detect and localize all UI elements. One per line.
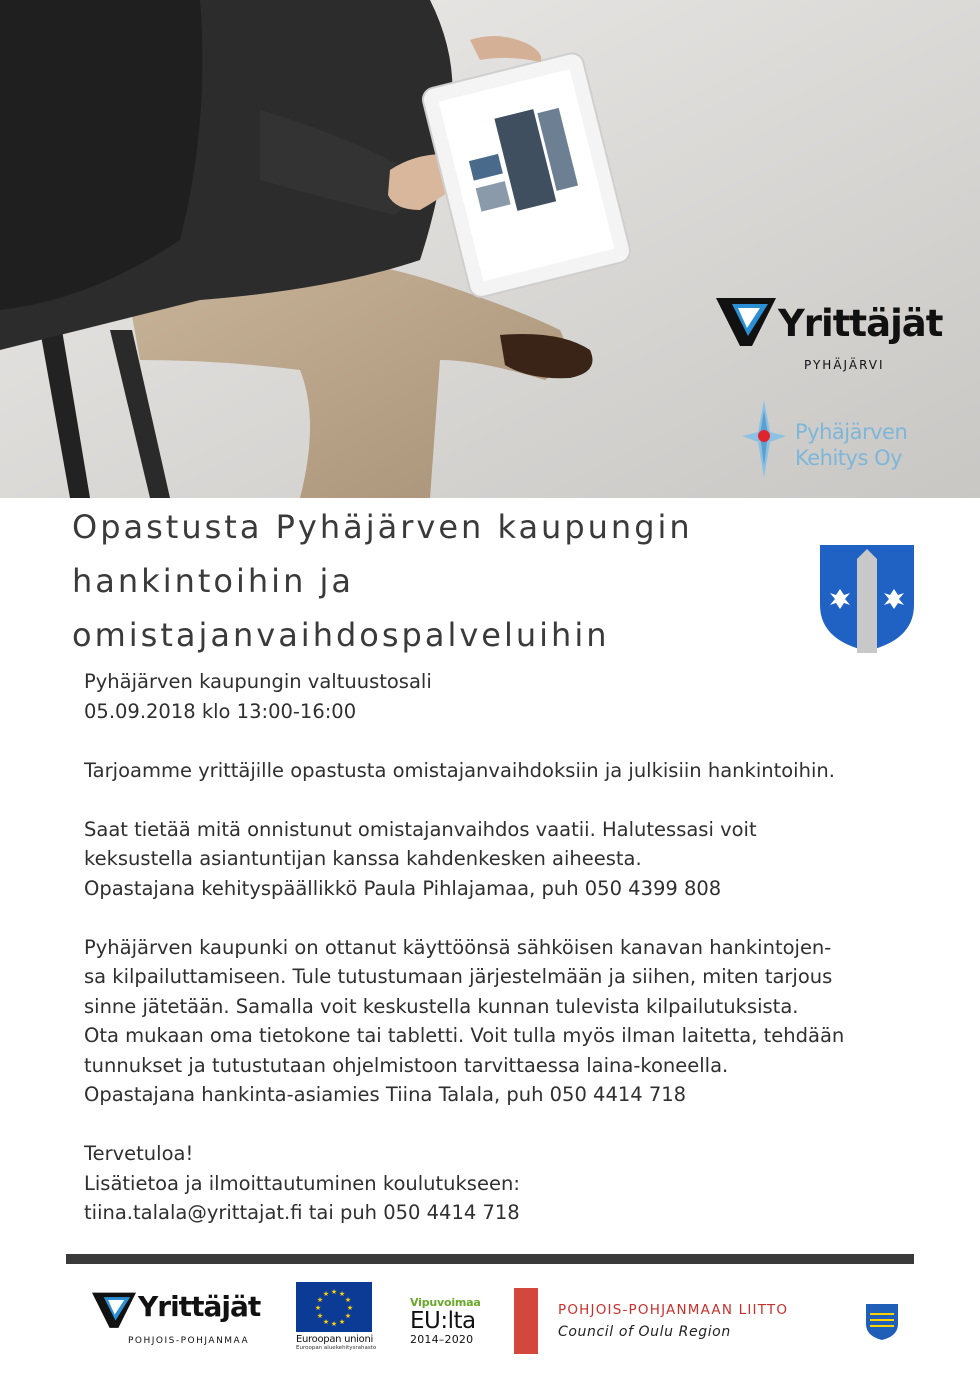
- contact-text: tiina.talala@yrittajat.fi tai puh 050 4414 718: [84, 1201, 520, 1224]
- kehitys-line1: Pyhäjärven: [795, 420, 908, 444]
- svg-text:★: ★: [322, 1290, 330, 1298]
- procurement-text-line: Pyhäjärven kaupunki on ottanut käyttöönsä sähköisen kanavan hankintojen-: [84, 935, 832, 959]
- kehitys-star-icon: [740, 400, 788, 480]
- event-datetime: 05.09.2018 klo 13:00-16:00: [84, 699, 357, 723]
- ownership-contact: Opastajana kehityspäällikkö Paula Pihlajamaa, puh 050 4399 808: [84, 876, 722, 900]
- eu-logo: [296, 1282, 377, 1352]
- title-line-2: hankintoihin ja: [72, 562, 355, 600]
- event-venue: Pyhäjärven kaupungin valtuustosali: [84, 670, 432, 693]
- pohjois-pohjanmaan-liitto-logo: [514, 1288, 844, 1354]
- event-description: [84, 667, 924, 1228]
- svg-text:★: ★: [344, 1312, 352, 1320]
- svg-text:★: ★: [344, 1296, 352, 1304]
- info-text: Lisätietoa ja ilmoittautuminen koulutukseen:: [84, 1171, 520, 1195]
- vipuvoimaa-line3: 2014–2020: [410, 1333, 474, 1346]
- kehitys-line2: Kehitys Oy: [795, 446, 903, 470]
- vipuvoimaa-logo: [410, 1296, 490, 1352]
- yrittajat-pohjois-pohjanmaa-logo: [92, 1290, 272, 1352]
- svg-text:★: ★: [346, 1304, 354, 1312]
- svg-text:★: ★: [330, 1288, 338, 1296]
- svg-text:★: ★: [322, 1318, 330, 1326]
- small-crest-icon: [866, 1304, 898, 1340]
- pp-line2: Council of Oulu Region: [558, 1324, 731, 1340]
- yrittajat-mark-icon: [92, 1292, 136, 1330]
- title-line-1: Opastusta Pyhäjärven kaupungin: [72, 508, 693, 546]
- svg-text:★: ★: [338, 1290, 346, 1298]
- yrittajat-wordmark: Yrittäjät: [778, 302, 943, 345]
- pyhajarven-kehitys-logo: [740, 400, 940, 480]
- procurement-text-line: sa kilpailuttamiseen. Tule tutustumaan järjestelmään ja siihen, miten tarjous: [84, 965, 833, 988]
- ownership-text-line: Saat tietää mitä onnistunut omistajanvaihdos vaatii. Halutessasi voit: [84, 817, 757, 841]
- procurement-contact: Opastajana hankinta-asiamies Tiina Talala, puh 050 4414 718: [84, 1083, 687, 1106]
- eu-caption: Euroopan unioni: [296, 1334, 373, 1345]
- eu-subcaption: Euroopan aluekehitysrahasto: [296, 1345, 377, 1351]
- footer-divider: [66, 1254, 914, 1264]
- yrittajat-pyhajarvi-logo: [716, 298, 946, 378]
- pp-red-bar: [514, 1288, 538, 1354]
- svg-text:★: ★: [316, 1296, 324, 1304]
- vipuvoimaa-line1: Vipuvoimaa: [410, 1296, 481, 1309]
- procurement-text-line: Ota mukaan oma tietokone tai tabletti. Voit tulla myös ilman laitetta, tehdään: [84, 1024, 845, 1047]
- svg-text:★: ★: [338, 1318, 346, 1326]
- yrittajat-mark-icon: [716, 298, 776, 348]
- yrittajat-footer-wordmark: Yrittäjät: [138, 1290, 261, 1323]
- welcome-text: Tervetuloa!: [84, 1142, 194, 1165]
- svg-text:★: ★: [316, 1312, 324, 1320]
- ownership-text-line: keksustella asiantuntijan kanssa kahdenkesken aiheesta.: [84, 847, 642, 870]
- yrittajat-region: PYHÄJÄRVI: [804, 358, 885, 372]
- svg-text:★: ★: [314, 1304, 322, 1312]
- yrittajat-footer-region: POHJOIS-POHJANMAA: [128, 1336, 250, 1346]
- procurement-text-line: sinne jätetään. Samalla voit keskustella kunnan tulevista kilpailutuksista.: [84, 994, 799, 1018]
- procurement-text-line: tunnukset ja tutustutaan ohjelmistoon tarvittaessa laina-koneella.: [84, 1053, 729, 1077]
- svg-text:★: ★: [330, 1320, 338, 1328]
- pp-line1: POHJOIS-POHJANMAAN LIITTO: [558, 1302, 789, 1318]
- intro-text: Tarjoamme yrittäjille opastusta omistajanvaihdoksiin ja julkisiin hankintoihin.: [84, 758, 835, 782]
- eu-flag-icon: [296, 1282, 372, 1332]
- title-line-3: omistajanvaihdospalveluihin: [72, 616, 610, 654]
- hero-photo: [0, 0, 980, 498]
- vipuvoimaa-line2: EU:lta: [410, 1308, 476, 1334]
- crest-icon: [820, 545, 914, 653]
- page-title: [72, 500, 812, 662]
